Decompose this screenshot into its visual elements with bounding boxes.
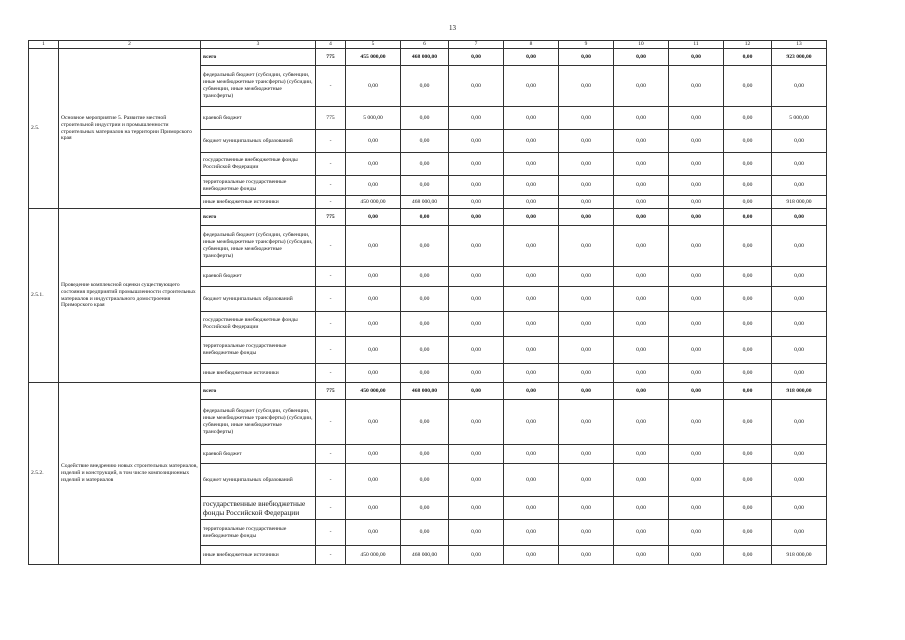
funding-source: государственные внебюджетные фонды Российской Федерации bbox=[201, 312, 316, 337]
financing-table bbox=[28, 40, 827, 565]
amount-cell: 0,00 bbox=[504, 464, 559, 497]
amount-cell: 0,00 bbox=[724, 383, 772, 400]
funding-source: бюджет муниципальных образований bbox=[201, 464, 316, 497]
amount-cell: 5 000,00 bbox=[772, 107, 827, 130]
amount-cell: 0,00 bbox=[449, 66, 504, 107]
amount-cell: 0,00 bbox=[669, 337, 724, 364]
amount-cell: 0,00 bbox=[559, 546, 614, 565]
amount-cell: 0,00 bbox=[449, 364, 504, 383]
amount-cell: 468 000,00 bbox=[401, 546, 449, 565]
amount-cell: 0,00 bbox=[614, 364, 669, 383]
amount-cell: 0,00 bbox=[401, 130, 449, 153]
funding-source: краевой бюджет bbox=[201, 107, 316, 130]
amount-cell: 0,00 bbox=[614, 49, 669, 66]
budget-code: - bbox=[316, 176, 346, 196]
amount-cell: 0,00 bbox=[449, 209, 504, 226]
amount-cell: 0,00 bbox=[669, 130, 724, 153]
amount-cell: 0,00 bbox=[614, 312, 669, 337]
amount-cell: 0,00 bbox=[504, 337, 559, 364]
amount-cell: 0,00 bbox=[724, 445, 772, 464]
amount-cell: 0,00 bbox=[559, 176, 614, 196]
amount-cell: 0,00 bbox=[401, 176, 449, 196]
amount-cell: 0,00 bbox=[346, 337, 401, 364]
amount-cell: 0,00 bbox=[559, 209, 614, 226]
item-name: Содействие внедрению новых строительных материалов, изделий и конструкций, в том числе композиционных изделий и материалов bbox=[59, 383, 201, 565]
amount-cell: 0,00 bbox=[614, 400, 669, 445]
amount-cell: 0,00 bbox=[449, 400, 504, 445]
amount-cell: 0,00 bbox=[559, 364, 614, 383]
amount-cell: 0,00 bbox=[346, 520, 401, 546]
amount-cell: 0,00 bbox=[724, 209, 772, 226]
amount-cell: 0,00 bbox=[401, 287, 449, 312]
funding-source: всего bbox=[201, 383, 316, 400]
amount-cell: 0,00 bbox=[401, 267, 449, 287]
amount-cell: 0,00 bbox=[559, 464, 614, 497]
amount-cell: 0,00 bbox=[559, 497, 614, 520]
amount-cell: 0,00 bbox=[614, 445, 669, 464]
amount-cell: 0,00 bbox=[724, 267, 772, 287]
amount-cell: 0,00 bbox=[401, 364, 449, 383]
amount-cell: 0,00 bbox=[401, 337, 449, 364]
amount-cell: 0,00 bbox=[559, 400, 614, 445]
amount-cell: 0,00 bbox=[614, 209, 669, 226]
amount-cell: 0,00 bbox=[614, 383, 669, 400]
amount-cell: 0,00 bbox=[772, 287, 827, 312]
amount-cell: 0,00 bbox=[669, 49, 724, 66]
amount-cell: 0,00 bbox=[669, 364, 724, 383]
amount-cell: 0,00 bbox=[669, 287, 724, 312]
amount-cell: 0,00 bbox=[504, 520, 559, 546]
amount-cell: 468 000,00 bbox=[401, 49, 449, 66]
amount-cell: 0,00 bbox=[559, 153, 614, 176]
funding-source: государственные внебюджетные фонды Российской Федерации bbox=[201, 497, 316, 520]
amount-cell: 0,00 bbox=[449, 176, 504, 196]
amount-cell: 0,00 bbox=[559, 445, 614, 464]
amount-cell: 0,00 bbox=[346, 66, 401, 107]
table-body bbox=[29, 41, 827, 565]
amount-cell: 0,00 bbox=[724, 312, 772, 337]
amount-cell: 0,00 bbox=[772, 337, 827, 364]
amount-cell: 0,00 bbox=[449, 464, 504, 497]
budget-code: - bbox=[316, 400, 346, 445]
amount-cell: 0,00 bbox=[449, 520, 504, 546]
budget-code: - bbox=[316, 196, 346, 209]
amount-cell: 0,00 bbox=[669, 445, 724, 464]
amount-cell: 0,00 bbox=[724, 520, 772, 546]
amount-cell: 0,00 bbox=[504, 364, 559, 383]
amount-cell: 0,00 bbox=[504, 312, 559, 337]
amount-cell: 0,00 bbox=[559, 49, 614, 66]
column-number: 13 bbox=[772, 41, 827, 49]
column-number: 3 bbox=[201, 41, 316, 49]
amount-cell: 0,00 bbox=[559, 520, 614, 546]
row-total bbox=[29, 209, 827, 226]
amount-cell: 0,00 bbox=[346, 287, 401, 312]
amount-cell: 450 000,00 bbox=[346, 196, 401, 209]
budget-code: - bbox=[316, 226, 346, 267]
amount-cell: 0,00 bbox=[772, 130, 827, 153]
funding-source: бюджет муниципальных образований bbox=[201, 287, 316, 312]
amount-cell: 0,00 bbox=[772, 445, 827, 464]
column-number: 1 bbox=[29, 41, 59, 49]
amount-cell: 0,00 bbox=[724, 153, 772, 176]
amount-cell: 0,00 bbox=[401, 153, 449, 176]
amount-cell: 0,00 bbox=[504, 176, 559, 196]
amount-cell: 0,00 bbox=[559, 337, 614, 364]
amount-cell: 0,00 bbox=[504, 267, 559, 287]
amount-cell: 0,00 bbox=[559, 312, 614, 337]
amount-cell: 0,00 bbox=[449, 337, 504, 364]
amount-cell: 0,00 bbox=[614, 337, 669, 364]
amount-cell: 0,00 bbox=[449, 196, 504, 209]
item-number: 2.5. bbox=[29, 49, 59, 209]
amount-cell: 0,00 bbox=[669, 153, 724, 176]
amount-cell: 0,00 bbox=[449, 107, 504, 130]
amount-cell: 0,00 bbox=[772, 464, 827, 497]
amount-cell: 0,00 bbox=[559, 267, 614, 287]
amount-cell: 0,00 bbox=[669, 520, 724, 546]
amount-cell: 0,00 bbox=[401, 226, 449, 267]
amount-cell: 0,00 bbox=[669, 107, 724, 130]
amount-cell: 0,00 bbox=[772, 267, 827, 287]
amount-cell: 468 000,00 bbox=[401, 383, 449, 400]
amount-cell: 0,00 bbox=[669, 383, 724, 400]
amount-cell: 0,00 bbox=[504, 497, 559, 520]
amount-cell: 0,00 bbox=[772, 520, 827, 546]
budget-code: 775 bbox=[316, 107, 346, 130]
amount-cell: 0,00 bbox=[724, 196, 772, 209]
funding-source: государственные внебюджетные фонды Российской Федерации bbox=[201, 153, 316, 176]
funding-source: краевой бюджет bbox=[201, 267, 316, 287]
budget-code: - bbox=[316, 130, 346, 153]
amount-cell: 0,00 bbox=[504, 445, 559, 464]
amount-cell: 0,00 bbox=[724, 66, 772, 107]
amount-cell: 0,00 bbox=[504, 400, 559, 445]
amount-cell: 0,00 bbox=[772, 176, 827, 196]
amount-cell: 0,00 bbox=[504, 546, 559, 565]
budget-code: - bbox=[316, 364, 346, 383]
column-number: 8 bbox=[504, 41, 559, 49]
budget-code: - bbox=[316, 445, 346, 464]
amount-cell: 918 000,00 bbox=[772, 196, 827, 209]
column-number: 5 bbox=[346, 41, 401, 49]
amount-cell: 0,00 bbox=[401, 497, 449, 520]
amount-cell: 0,00 bbox=[614, 153, 669, 176]
funding-source: всего bbox=[201, 209, 316, 226]
amount-cell: 0,00 bbox=[772, 312, 827, 337]
amount-cell: 0,00 bbox=[724, 364, 772, 383]
amount-cell: 923 000,00 bbox=[772, 49, 827, 66]
funding-source: территориальные государственные внебюджетные фонды bbox=[201, 520, 316, 546]
amount-cell: 5 000,00 bbox=[346, 107, 401, 130]
amount-cell: 0,00 bbox=[346, 312, 401, 337]
amount-cell: 0,00 bbox=[669, 464, 724, 497]
amount-cell: 0,00 bbox=[614, 464, 669, 497]
amount-cell: 0,00 bbox=[449, 497, 504, 520]
amount-cell: 455 000,00 bbox=[346, 49, 401, 66]
amount-cell: 0,00 bbox=[401, 464, 449, 497]
amount-cell: 0,00 bbox=[401, 520, 449, 546]
amount-cell: 0,00 bbox=[772, 364, 827, 383]
budget-code: - bbox=[316, 464, 346, 497]
amount-cell: 450 000,00 bbox=[346, 546, 401, 565]
amount-cell: 0,00 bbox=[449, 267, 504, 287]
amount-cell: 0,00 bbox=[772, 400, 827, 445]
amount-cell: 0,00 bbox=[559, 107, 614, 130]
funding-source: территориальные государственные внебюджетные фонды bbox=[201, 337, 316, 364]
amount-cell: 0,00 bbox=[504, 107, 559, 130]
budget-code: 775 bbox=[316, 49, 346, 66]
amount-cell: 0,00 bbox=[669, 400, 724, 445]
amount-cell: 0,00 bbox=[614, 287, 669, 312]
row-total bbox=[29, 49, 827, 66]
amount-cell: 450 000,00 bbox=[346, 383, 401, 400]
amount-cell: 0,00 bbox=[669, 66, 724, 107]
column-number: 9 bbox=[559, 41, 614, 49]
budget-code: - bbox=[316, 287, 346, 312]
budget-code: - bbox=[316, 337, 346, 364]
funding-source: федеральный бюджет (субсидии, субвенции, иные межбюджетные трансферты) (субсидии, субвенции, иные межбюджетные трансферты) bbox=[201, 226, 316, 267]
amount-cell: 0,00 bbox=[559, 226, 614, 267]
budget-code: - bbox=[316, 497, 346, 520]
amount-cell: 0,00 bbox=[669, 226, 724, 267]
budget-code: - bbox=[316, 66, 346, 107]
column-number: 4 bbox=[316, 41, 346, 49]
item-number: 2.5.2. bbox=[29, 383, 59, 565]
column-number-row bbox=[29, 41, 827, 49]
amount-cell: 0,00 bbox=[346, 497, 401, 520]
amount-cell: 0,00 bbox=[724, 464, 772, 497]
amount-cell: 0,00 bbox=[504, 287, 559, 312]
amount-cell: 468 000,00 bbox=[401, 196, 449, 209]
amount-cell: 0,00 bbox=[559, 66, 614, 107]
amount-cell: 0,00 bbox=[669, 267, 724, 287]
amount-cell: 0,00 bbox=[504, 209, 559, 226]
amount-cell: 0,00 bbox=[772, 66, 827, 107]
amount-cell: 0,00 bbox=[669, 312, 724, 337]
amount-cell: 0,00 bbox=[614, 267, 669, 287]
amount-cell: 0,00 bbox=[614, 130, 669, 153]
amount-cell: 0,00 bbox=[724, 287, 772, 312]
item-name: Основное мероприятие 5. Развитие местной строительной индустрии и промышленности строительных материалов на территории Приморского края bbox=[59, 49, 201, 209]
amount-cell: 0,00 bbox=[724, 497, 772, 520]
budget-code: - bbox=[316, 520, 346, 546]
amount-cell: 0,00 bbox=[724, 226, 772, 267]
amount-cell: 0,00 bbox=[449, 226, 504, 267]
amount-cell: 0,00 bbox=[346, 445, 401, 464]
amount-cell: 0,00 bbox=[504, 66, 559, 107]
amount-cell: 0,00 bbox=[401, 445, 449, 464]
amount-cell: 0,00 bbox=[724, 546, 772, 565]
amount-cell: 0,00 bbox=[614, 497, 669, 520]
amount-cell: 0,00 bbox=[669, 176, 724, 196]
amount-cell: 0,00 bbox=[346, 464, 401, 497]
amount-cell: 918 000,00 bbox=[772, 546, 827, 565]
budget-code: - bbox=[316, 546, 346, 565]
amount-cell: 0,00 bbox=[401, 107, 449, 130]
amount-cell: 0,00 bbox=[346, 226, 401, 267]
amount-cell: 0,00 bbox=[772, 226, 827, 267]
amount-cell: 0,00 bbox=[614, 546, 669, 565]
amount-cell: 0,00 bbox=[772, 497, 827, 520]
amount-cell: 0,00 bbox=[346, 209, 401, 226]
amount-cell: 0,00 bbox=[614, 520, 669, 546]
budget-code: - bbox=[316, 153, 346, 176]
amount-cell: 0,00 bbox=[449, 445, 504, 464]
amount-cell: 0,00 bbox=[401, 209, 449, 226]
funding-source: территориальные государственные внебюджетные фонды bbox=[201, 176, 316, 196]
amount-cell: 0,00 bbox=[449, 153, 504, 176]
funding-source: федеральный бюджет (субсидии, субвенции, иные межбюджетные трансферты) (субсидии, субвенции, иные межбюджетные трансферты) bbox=[201, 400, 316, 445]
amount-cell: 0,00 bbox=[724, 130, 772, 153]
amount-cell: 0,00 bbox=[559, 196, 614, 209]
funding-source: бюджет муниципальных образований bbox=[201, 130, 316, 153]
amount-cell: 0,00 bbox=[669, 546, 724, 565]
amount-cell: 0,00 bbox=[559, 287, 614, 312]
budget-code: 775 bbox=[316, 209, 346, 226]
funding-source: иные внебюджетные источники bbox=[201, 196, 316, 209]
row-total bbox=[29, 383, 827, 400]
column-number: 7 bbox=[449, 41, 504, 49]
amount-cell: 0,00 bbox=[504, 226, 559, 267]
amount-cell: 0,00 bbox=[449, 287, 504, 312]
amount-cell: 0,00 bbox=[724, 49, 772, 66]
amount-cell: 0,00 bbox=[346, 364, 401, 383]
budget-code: - bbox=[316, 312, 346, 337]
funding-source: краевой бюджет bbox=[201, 445, 316, 464]
funding-source: иные внебюджетные источники bbox=[201, 546, 316, 565]
amount-cell: 0,00 bbox=[669, 209, 724, 226]
column-number: 6 bbox=[401, 41, 449, 49]
amount-cell: 0,00 bbox=[504, 49, 559, 66]
amount-cell: 0,00 bbox=[401, 312, 449, 337]
amount-cell: 0,00 bbox=[724, 337, 772, 364]
amount-cell: 0,00 bbox=[401, 66, 449, 107]
amount-cell: 0,00 bbox=[449, 130, 504, 153]
amount-cell: 0,00 bbox=[346, 400, 401, 445]
amount-cell: 0,00 bbox=[504, 130, 559, 153]
amount-cell: 0,00 bbox=[669, 497, 724, 520]
amount-cell: 0,00 bbox=[614, 107, 669, 130]
amount-cell: 0,00 bbox=[401, 400, 449, 445]
column-number: 2 bbox=[59, 41, 201, 49]
amount-cell: 0,00 bbox=[346, 153, 401, 176]
amount-cell: 0,00 bbox=[724, 107, 772, 130]
funding-source: всего bbox=[201, 49, 316, 66]
budget-code: 775 bbox=[316, 383, 346, 400]
amount-cell: 0,00 bbox=[449, 312, 504, 337]
item-name: Проведение комплексной оценки существующего состояния предприятий промышленности строительных материалов и индустриального домостроения Приморского края bbox=[59, 209, 201, 383]
amount-cell: 0,00 bbox=[504, 196, 559, 209]
amount-cell: 918 000,00 bbox=[772, 383, 827, 400]
funding-source: иные внебюджетные источники bbox=[201, 364, 316, 383]
amount-cell: 0,00 bbox=[614, 176, 669, 196]
amount-cell: 0,00 bbox=[614, 226, 669, 267]
page-number: 13 bbox=[449, 24, 456, 32]
funding-source: федеральный бюджет (субсидии, субвенции, иные межбюджетные трансферты) (субсидии, субвенции, иные межбюджетные трансферты) bbox=[201, 66, 316, 107]
amount-cell: 0,00 bbox=[346, 130, 401, 153]
amount-cell: 0,00 bbox=[772, 209, 827, 226]
amount-cell: 0,00 bbox=[724, 176, 772, 196]
item-number: 2.5.1. bbox=[29, 209, 59, 383]
amount-cell: 0,00 bbox=[614, 196, 669, 209]
amount-cell: 0,00 bbox=[346, 176, 401, 196]
amount-cell: 0,00 bbox=[504, 153, 559, 176]
amount-cell: 0,00 bbox=[559, 130, 614, 153]
column-number: 12 bbox=[724, 41, 772, 49]
budget-code: - bbox=[316, 267, 346, 287]
amount-cell: 0,00 bbox=[772, 153, 827, 176]
amount-cell: 0,00 bbox=[559, 383, 614, 400]
amount-cell: 0,00 bbox=[669, 196, 724, 209]
column-number: 11 bbox=[669, 41, 724, 49]
amount-cell: 0,00 bbox=[504, 383, 559, 400]
amount-cell: 0,00 bbox=[449, 49, 504, 66]
amount-cell: 0,00 bbox=[614, 66, 669, 107]
amount-cell: 0,00 bbox=[449, 546, 504, 565]
amount-cell: 0,00 bbox=[346, 267, 401, 287]
column-number: 10 bbox=[614, 41, 669, 49]
amount-cell: 0,00 bbox=[724, 400, 772, 445]
amount-cell: 0,00 bbox=[449, 383, 504, 400]
